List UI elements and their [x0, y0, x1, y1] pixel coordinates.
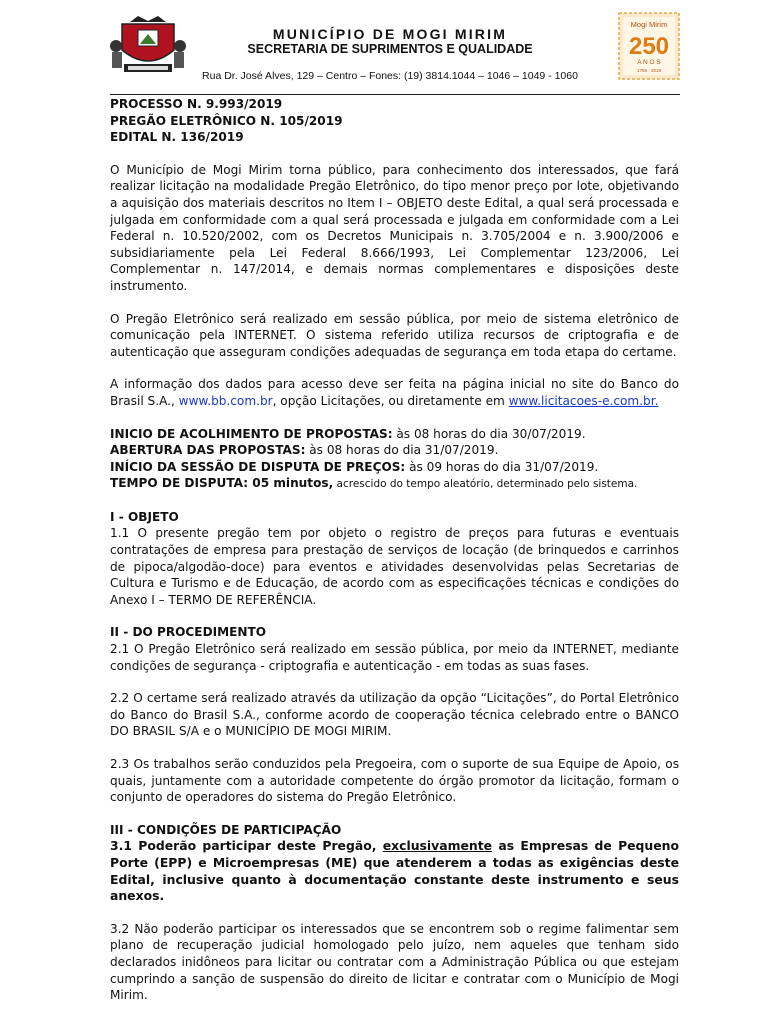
- schedule-value: às 08 horas do dia 31/07/2019.: [305, 443, 499, 458]
- schedule-value: acrescido do tempo aleatório, determinado pelo sistema.: [333, 478, 638, 491]
- schedule-line-1: [110, 426, 679, 443]
- schedule-line-3: [110, 459, 679, 476]
- schedule-label: TEMPO DE DISPUTA: 05 minutos,: [110, 476, 334, 491]
- intro-p3-text-b: , opção Licitações, ou diretamente em: [272, 393, 509, 408]
- municipality-title: MUNICÍPIO DE MOGI MIRIM: [272, 26, 508, 42]
- processo-number: PROCESSO N. 9.993/2019: [110, 97, 283, 111]
- stamp-number: 250: [628, 33, 670, 60]
- department-subtitle: SECRETARIA DE SUPRIMENTOS E QUALIDADE: [247, 42, 533, 56]
- section-3-paragraph-1: [110, 838, 679, 904]
- anniversary-stamp-icon: [618, 12, 680, 80]
- letterhead: [100, 10, 680, 94]
- section-2-paragraph-2: 2.2 O certame será realizado através da utilização da opção “Licitações”, do Portal Eletrônico do Banco do Brasil S.A., conforme acordo de cooperação técnica celebrado entre o BANCO DO BRASIL S/A e o MUNICÍPIO DE MOGI MIRIM.: [110, 691, 679, 739]
- section-3-paragraph-2: 3.2 Não poderão participar os interessados que se encontrem sob o regime falimentar sem plano de recuperação judicial homologado pelo juízo, nem aqueles que tenham sido declarados inidôneos para licitar ou contratar com a Administração Pública ou que estejam cumprindo a sanção de suspensão do direito de licitar e contratar com o Município de Mogi Mirim.: [110, 921, 679, 1003]
- schedule-label: ABERTURA DAS PROPOSTAS:: [110, 443, 306, 458]
- document-body: [110, 96, 679, 1004]
- intro-p3-text-a: A informação dos dados para acesso deve ser feita na página inicial no site do Banco do Brasil S.A.,: [110, 377, 679, 408]
- address-line: Rua Dr. José Alves, 129 – Centro – Fones: (19) 3814.1044 – 1046 – 1049 - 1060: [202, 70, 578, 82]
- pregao-number: PREGÃO ELETRÔNICO N. 105/2019: [110, 113, 343, 128]
- section-3-heading: III - CONDIÇÕES DE PARTICIPAÇÃO: [110, 822, 342, 837]
- section-2-paragraph-1: 2.1 O Pregão Eletrônico será realizado em sessão pública, por meio da INTERNET, mediante condições de segurança - criptografia e autenticação - em todas as suas fases.: [110, 642, 679, 673]
- municipal-crest-icon: [108, 16, 188, 76]
- section-1-heading: I - OBJETO: [110, 509, 179, 524]
- s3p1-underlined: exclusivamente: [382, 838, 493, 854]
- intro-paragraph-2: O Pregão Eletrônico será realizado em sessão pública, por meio de sistema eletrônico de comunicação pela INTERNET. O sistema referido utiliza recursos de criptografia e de autenticação que asseguram condições adequadas de segurança em toda etapa do certame.: [110, 311, 679, 359]
- intro-paragraph-3: [110, 376, 679, 409]
- section-1-paragraph-1: 1.1 O presente pregão tem por objeto o registro de preços para futuras e eventuais contratações de empresa para prestação de serviços de locação (de brinquedos e carrinhos de pipoca/algodão-doce) para eventos e atividades desenvolvidas pelas Secretarias de Cultura e Turismo e de Educação, de acordo com as especificações técnicas e condições do Anexo I – TERMO DE REFERÊNCIA.: [110, 526, 679, 607]
- bb-site-link[interactable]: www.bb.com.br: [178, 393, 273, 408]
- schedule-value: às 09 horas do dia 31/07/2019.: [405, 459, 599, 474]
- section-2-heading: II - DO PROCEDIMENTO: [110, 625, 267, 640]
- schedule-label: INICIO DE ACOLHIMENTO DE PROPOSTAS:: [110, 426, 393, 441]
- stamp-label: Mogi Mirim: [630, 20, 668, 29]
- schedule-line-2: [110, 442, 679, 459]
- s3p1-text-a: 3.1 Poderão participar deste Pregão,: [110, 838, 383, 854]
- schedule-line-4: [110, 475, 679, 493]
- s3p1-text-b: as Empresas de Pequeno Porte (EPP) e Microempresas (ME) que atenderem a todas as exigências deste Edital, inclusive quanto à documentação constante deste instrumento e seus anexos.: [110, 838, 679, 904]
- section-2-paragraph-3: 2.3 Os trabalhos serão conduzidos pela Pregoeira, com o suporte de sua Equipe de Apoio, os quais, juntamente com a autoridade competente do órgão promotor da licitação, formam o conjunto de operadores do sistema do Pregão Eletrônico.: [110, 757, 679, 805]
- stamp-years: 1769 · 2019: [636, 68, 662, 73]
- intro-paragraph-1: O Município de Mogi Mirim torna público, para conhecimento dos interessados, que fará realizar licitação na modalidade Pregão Eletrônico, do tipo menor preço por lote, objetivando a aquisição dos materiais descritos no Item I – OBJETO deste Edital, a qual será processada e julgada em conformidade com a qual será processada e julgada em conformidade com a Lei Federal n. 10.520/2002, com os Decretos Municipais n. 3.705/2004 e n. 3.900/2006 e subsidiariamente pela Lei Federal 8.666/1993, Lei Complementar 123/2006, Lei Complementar n. 147/2014, e demais normas complementares e disposições deste instrumento.: [110, 162, 679, 293]
- licitacoes-site-link[interactable]: www.licitacoes-e.com.br.: [508, 393, 659, 408]
- edital-number: EDITAL N. 136/2019: [110, 130, 244, 145]
- schedule-label: INÍCIO DA SESSÃO DE DISPUTA DE PREÇOS:: [110, 459, 406, 474]
- stamp-anos: A N O S: [637, 59, 661, 66]
- header-divider: [110, 94, 680, 95]
- schedule-value: às 08 horas do dia 30/07/2019.: [392, 426, 586, 441]
